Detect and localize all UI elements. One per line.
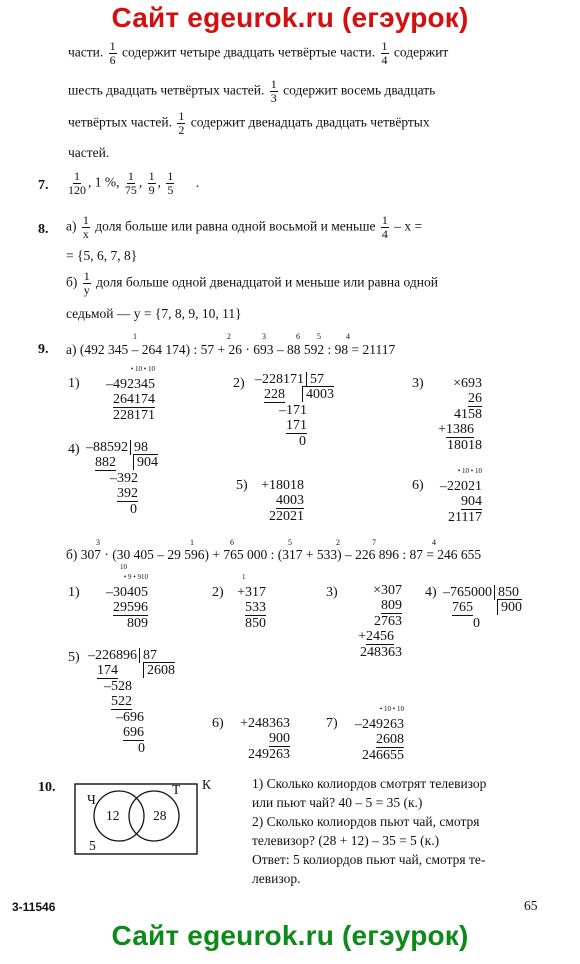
calc-9a-2-label: 2) xyxy=(233,376,245,391)
calc-9b-1-label: 1) xyxy=(68,585,80,600)
intro-line-2: шесть двадцать четвёртых частей. $\frac{1}{3}$ содержит восемь двадцать xyxy=(68,77,436,105)
calc-9b-3-label: 3) xyxy=(326,585,338,600)
calc-9a-4-label: 4) xyxy=(68,442,80,457)
problem-10-answer: Ответ: 5 колиордов пьют чай, смотря те- xyxy=(252,852,486,867)
venn-value-right: 28 xyxy=(153,808,167,823)
problem-10-q1: 1) Сколько колиордов смотрят телевизор xyxy=(252,776,487,791)
page-number: 65 xyxy=(524,898,538,913)
calc-9a-2: –228171 57 228 4003 –171 171 0 xyxy=(255,372,334,449)
venn-label-ch: Ч xyxy=(87,792,96,807)
calc-9b-4: –765000 850 765 900 0 xyxy=(443,585,522,631)
calc-9a-4: –88592 98 882 904 –392 392 0 xyxy=(86,440,158,517)
problem-10-q2: 2) Сколько колиордов пьют чай, смотря xyxy=(252,814,480,829)
intro-line-4: частей. xyxy=(68,145,110,160)
problem-9a-order-mark: 4 xyxy=(346,332,350,341)
footer-code: 3-11546 xyxy=(12,900,56,914)
calc-9a-1-label: 1) xyxy=(68,376,80,391)
problem-9a-order-mark: 2 xyxy=(227,332,231,341)
calc-9b-2: 1 +317 533 850 xyxy=(237,573,266,631)
calc-9b-1: • 9 • 910 –30405 29596 809 xyxy=(106,573,148,631)
intro-line-1: части. $\frac{1}{6}$ содержит четыре двадцать четвёртые части. $\frac{1}{4}$ содержит xyxy=(68,39,449,67)
calc-9b-5: –226896 87 174 2608 –528 522 –696 696 0 xyxy=(88,648,175,756)
problem-9a-expression: а) (492 345 – 264 174) : 57 + 26 · 693 – 88 592 : 98 = 21117 xyxy=(66,342,396,357)
problem-8a-line-1: а) $\frac{1}{x}$ доля больше или равна одной восьмой и меньше $\frac{1}{4}$ – x = xyxy=(66,213,423,241)
problem-9b-order-mark: 7 xyxy=(372,538,376,547)
problem-10-q2b: телевизор? (28 + 12) – 35 = 5 (к.) xyxy=(252,833,440,848)
calc-9b-6: +248363 900 249263 xyxy=(240,716,290,762)
venn-value-outside: 5 xyxy=(89,838,96,853)
problem-9b-order-mark: 5 xyxy=(288,538,292,547)
problem-10-q1b: или пьют чай? 40 – 5 = 35 (к.) xyxy=(252,795,423,810)
intro-line-3: четвёртых частей. $\frac{1}{2}$ содержит двенадцать двадцать четвёртых xyxy=(68,109,430,137)
calc-9b-5-label: 5) xyxy=(68,650,80,665)
problem-9b-order-mark: 4 xyxy=(432,538,436,547)
calc-9a-3: ×693 26 4158 +1386 18018 xyxy=(438,376,482,453)
calc-9a-1: • 10 • 10 –492345 264174 228171 xyxy=(106,365,155,423)
calc-9b-4-label: 4) xyxy=(425,585,437,600)
problem-8b-line-1: б) $\frac{1}{y}$ доля больше одной двенадцатой и меньше или равна одной xyxy=(66,269,438,297)
venn-value-left: 12 xyxy=(106,808,120,823)
calc-9b-2-label: 2) xyxy=(212,585,224,600)
problem-9b-order-mark: 1 xyxy=(190,538,194,547)
problem-9b-expression: б) 307 · (30 405 – 29 596) + 765 000 : (317 + 533) – 226 896 : 87 = 246 655 xyxy=(66,547,482,562)
problem-8b-line-2: седьмой — y = {7, 8, 9, 10, 11} xyxy=(66,306,242,321)
problem-10-number: 10. xyxy=(38,780,56,795)
calc-9b-1-borrow: 10 xyxy=(120,563,127,571)
calc-9a-6: • 10 • 10 –22021 904 21117 xyxy=(440,467,482,525)
watermark-bottom: Сайт egeurok.ru (егэурок) xyxy=(111,920,469,951)
problem-8-number: 8. xyxy=(38,222,49,237)
calc-9a-5: +18018 4003 22021 xyxy=(261,478,304,524)
problem-9b-order-mark: 2 xyxy=(336,538,340,547)
venn-label-t: Т xyxy=(172,782,181,797)
problem-9b-order-mark: 3 xyxy=(96,538,100,547)
calc-9b-6-label: 6) xyxy=(212,716,224,731)
calc-9a-5-label: 5) xyxy=(236,478,248,493)
problem-8a-line-2: = {5, 6, 7, 8} xyxy=(66,248,138,263)
calc-9a-3-label: 3) xyxy=(412,376,424,391)
venn-label-k: К xyxy=(202,777,212,792)
problem-7-answer: $\frac{1}{120}$ , 1 %, $\frac{1}{75}$ , $\frac{1}{9}$ , $\frac{1}{5}$ . xyxy=(68,169,200,197)
watermark-top: Сайт egeurok.ru (егэурок) xyxy=(111,2,469,33)
problem-7-number: 7. xyxy=(38,178,49,193)
problem-9a-order-mark: 6 xyxy=(296,332,300,341)
problem-10-answer-b: левизор. xyxy=(252,871,301,886)
problem-9a-order-mark: 5 xyxy=(317,332,321,341)
problem-9a-order-mark: 3 xyxy=(262,332,266,341)
problem-9b-order-mark: 6 xyxy=(230,538,234,547)
calc-9b-7: • 10 • 10 –249263 2608 246655 xyxy=(355,705,404,763)
calc-9a-6-label: 6) xyxy=(412,478,424,493)
problem-9a-order-mark: 1 xyxy=(133,332,137,341)
calc-9b-3: ×307 809 2763 +2456 248363 xyxy=(358,583,402,660)
problem-9-number: 9. xyxy=(38,342,49,357)
calc-9b-7-label: 7) xyxy=(326,716,338,731)
